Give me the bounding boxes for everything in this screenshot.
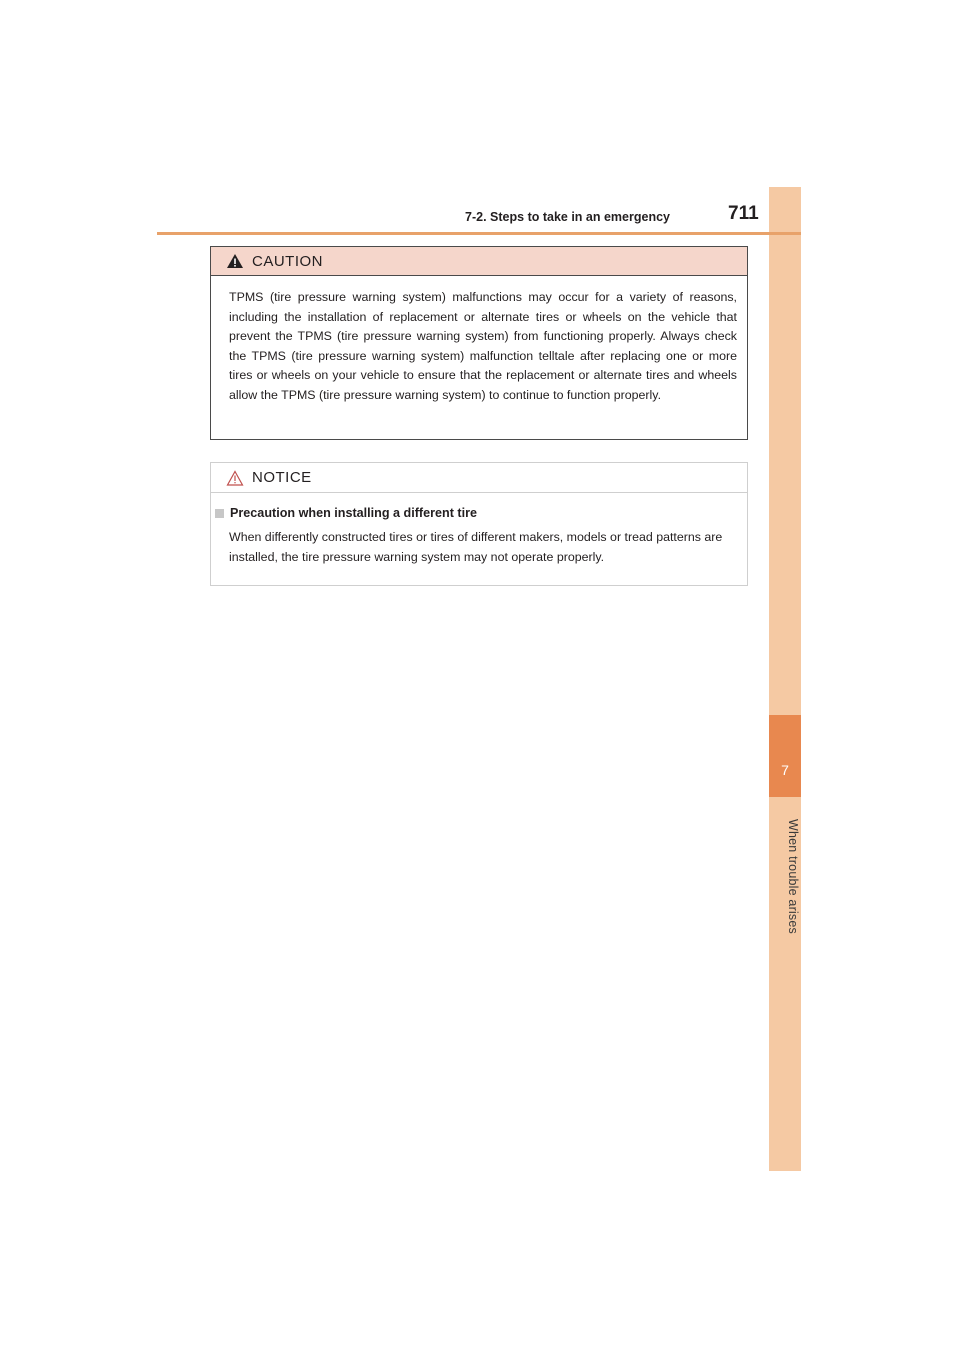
warning-triangle-outline-icon [226, 470, 244, 486]
header-rule [157, 232, 801, 235]
page-number: 711 [728, 203, 759, 224]
chapter-tab [769, 715, 801, 797]
caution-box [210, 246, 748, 440]
notice-heading [215, 506, 737, 520]
caution-label: CAUTION [252, 252, 323, 270]
side-strip [769, 187, 801, 1171]
notice-body [211, 493, 747, 567]
notice-box [210, 462, 748, 586]
notice-text: When differently constructed tires or tires of different makers, models or tread patterns are installed, the tire pressure warning system may not operate properly. [229, 530, 723, 564]
bullet-square-icon [215, 509, 224, 518]
notice-heading-text: Precaution when installing a different tire [230, 506, 478, 520]
caution-header [211, 247, 747, 276]
notice-label: NOTICE [252, 469, 312, 486]
section-title: 7-2. Steps to take in an emergency [465, 210, 670, 224]
notice-header [211, 463, 747, 493]
caution-text: TPMS (tire pressure warning system) malfunctions may occur for a variety of reasons, including the installation of replacement or alternate tires or wheels on the vehicle that prevent the TPMS (tire pressure warning system) from functioning properly. Always check the TPMS (tire pressure warning system) malfunction telltale after replacing one or more tires or wheels on your vehicle to ensure that the replacement or alternate tires and wheels allow the TPMS (tire pressure warning system) to continue to function properly. [229, 290, 737, 402]
warning-triangle-filled-icon [226, 253, 244, 269]
chapter-title: When trouble arises [786, 818, 800, 934]
chapter-number: 7 [781, 762, 789, 778]
